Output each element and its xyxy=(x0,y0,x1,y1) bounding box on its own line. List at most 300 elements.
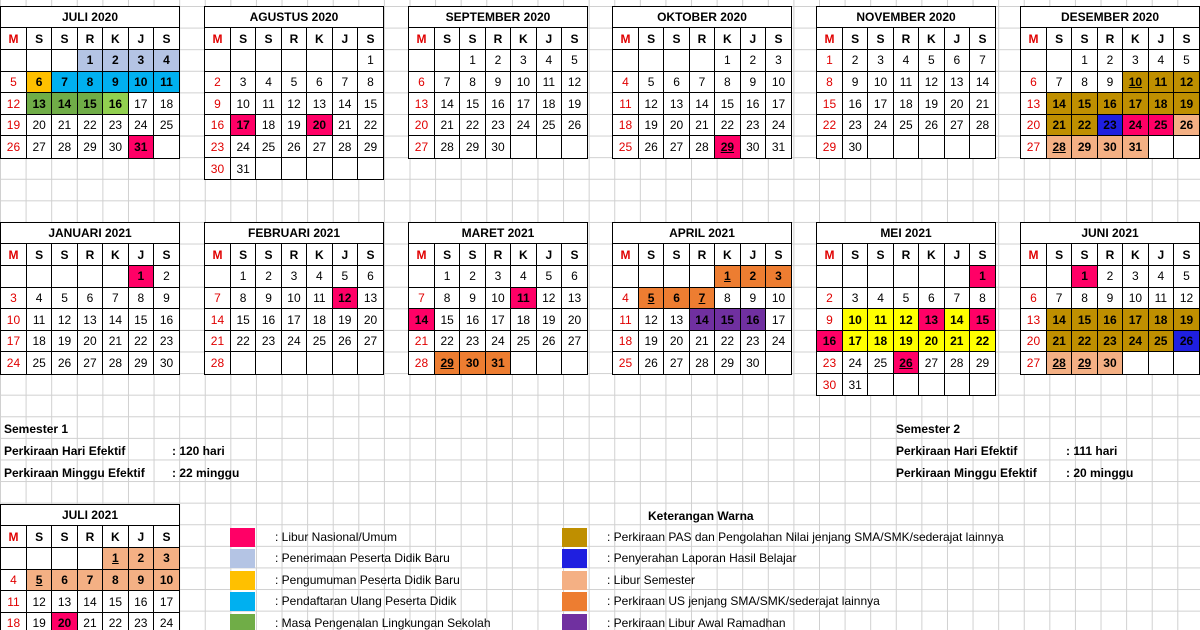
day-cell: 27 xyxy=(919,352,944,374)
day-cell xyxy=(613,50,638,72)
day-cell xyxy=(689,266,714,288)
month-title: MEI 2021 xyxy=(817,223,995,244)
weekday-header: K xyxy=(715,244,740,266)
day-cell: 26 xyxy=(1174,330,1199,352)
day-cell: 24 xyxy=(128,114,153,136)
day-cell: 18 xyxy=(613,114,638,136)
day-cell: 30 xyxy=(205,158,230,180)
weekday-header: S xyxy=(1072,28,1097,50)
day-cell: 1 xyxy=(230,266,255,288)
weekday-header: S xyxy=(26,28,51,50)
weekday-header: K xyxy=(103,526,128,548)
day-cell: 4 xyxy=(1148,266,1173,288)
day-cell: 22 xyxy=(103,612,128,630)
weekday-header: S xyxy=(460,244,485,266)
day-cell: 3 xyxy=(1123,50,1148,72)
day-cell xyxy=(332,158,357,180)
day-cell xyxy=(230,50,255,72)
week-row xyxy=(1,266,179,288)
day-cell: 25 xyxy=(26,352,51,374)
day-cell: 1 xyxy=(358,50,383,72)
day-cell: 2 xyxy=(103,50,128,72)
day-cell: 6 xyxy=(77,287,102,309)
day-cell: 12 xyxy=(536,287,561,309)
week-row xyxy=(613,309,791,331)
day-cell: 3 xyxy=(1,287,26,309)
legend-label: : Perkiraan PAS dan Pengolahan Nilai jenjang SMA/SMK/sederajat lainnya xyxy=(607,530,1004,544)
day-cell: 25 xyxy=(1148,330,1173,352)
day-cell: 27 xyxy=(307,136,332,158)
weekday-header: J xyxy=(536,28,561,50)
week-row xyxy=(205,266,383,288)
weekday-header: S xyxy=(1046,244,1071,266)
legend-label: : Masa Pengenalan Lingkungan Sekolah xyxy=(275,616,491,630)
day-cell: 23 xyxy=(103,114,128,136)
week-row xyxy=(1021,352,1199,374)
day-cell: 21 xyxy=(434,114,459,136)
day-cell: 14 xyxy=(1046,93,1071,115)
legend-item xyxy=(562,570,695,590)
day-cell: 19 xyxy=(562,93,587,115)
day-cell xyxy=(689,50,714,72)
week-row xyxy=(613,287,791,309)
semester1-minggu-value: : 22 minggu xyxy=(172,466,240,480)
day-cell: 16 xyxy=(154,309,179,331)
day-cell: 18 xyxy=(1148,93,1173,115)
day-cell: 15 xyxy=(103,591,128,613)
day-cell: 15 xyxy=(715,93,740,115)
day-cell: 5 xyxy=(281,71,306,93)
legend-swatch xyxy=(562,571,587,590)
day-cell: 30 xyxy=(103,136,128,158)
day-cell: 8 xyxy=(1072,71,1097,93)
day-cell: 23 xyxy=(154,330,179,352)
month-title: JULI 2020 xyxy=(1,7,179,28)
week-row xyxy=(1,136,179,158)
day-cell xyxy=(1148,352,1173,374)
day-cell xyxy=(664,50,689,72)
day-cell: 18 xyxy=(536,93,561,115)
day-cell: 20 xyxy=(562,309,587,331)
weekday-header: S xyxy=(52,28,77,50)
week-row xyxy=(613,93,791,115)
day-cell: 15 xyxy=(970,309,995,331)
day-cell: 16 xyxy=(103,93,128,115)
semester2-hari-label: Perkiraan Hari Efektif xyxy=(896,444,1018,458)
day-cell: 29 xyxy=(460,136,485,158)
weekday-header: R xyxy=(893,28,918,50)
month-calendar xyxy=(0,6,180,159)
day-cell: 6 xyxy=(919,287,944,309)
day-cell: 12 xyxy=(893,309,918,331)
week-row xyxy=(205,352,383,374)
month-calendar xyxy=(1020,6,1200,159)
month-title: JUNI 2021 xyxy=(1021,223,1199,244)
legend-swatch xyxy=(562,528,587,547)
day-cell: 20 xyxy=(1021,330,1046,352)
day-cell: 30 xyxy=(1097,136,1122,158)
day-cell: 6 xyxy=(1021,71,1046,93)
week-row xyxy=(1021,287,1199,309)
day-cell: 3 xyxy=(766,50,791,72)
day-cell: 18 xyxy=(868,330,893,352)
day-cell: 2 xyxy=(154,266,179,288)
day-cell: 21 xyxy=(205,330,230,352)
day-cell: 11 xyxy=(1148,71,1173,93)
day-cell: 29 xyxy=(817,136,842,158)
day-cell xyxy=(332,352,357,374)
legend-label: : Pengumuman Peserta Didik Baru xyxy=(275,573,460,587)
day-cell: 1 xyxy=(970,266,995,288)
weekday-header: J xyxy=(740,28,765,50)
day-cell xyxy=(664,266,689,288)
day-cell xyxy=(205,266,230,288)
day-cell: 11 xyxy=(1,591,26,613)
day-cell: 27 xyxy=(944,114,969,136)
month-title: JULI 2021 xyxy=(1,505,179,526)
day-cell: 14 xyxy=(77,591,102,613)
day-cell: 19 xyxy=(536,309,561,331)
day-cell: 12 xyxy=(52,309,77,331)
day-cell: 17 xyxy=(868,93,893,115)
day-cell: 31 xyxy=(842,374,867,396)
day-cell: 6 xyxy=(26,71,51,93)
day-cell: 10 xyxy=(511,71,536,93)
month-title: AGUSTUS 2020 xyxy=(205,7,383,28)
day-cell: 25 xyxy=(1148,114,1173,136)
weekday-header: S xyxy=(434,28,459,50)
day-cell: 26 xyxy=(1,136,26,158)
week-row xyxy=(1021,50,1199,72)
weekday-header: S xyxy=(256,244,281,266)
day-cell: 30 xyxy=(154,352,179,374)
weekday-header: R xyxy=(689,28,714,50)
day-cell: 20 xyxy=(944,93,969,115)
legend-label: : Libur Semester xyxy=(607,573,696,587)
day-cell: 26 xyxy=(332,330,357,352)
week-row xyxy=(1,114,179,136)
day-cell: 12 xyxy=(332,287,357,309)
weekday-header: K xyxy=(103,244,128,266)
day-cell xyxy=(281,158,306,180)
day-cell: 28 xyxy=(103,352,128,374)
week-row xyxy=(205,136,383,158)
weekday-header: R xyxy=(281,244,306,266)
day-cell: 10 xyxy=(281,287,306,309)
weekday-header: R xyxy=(689,244,714,266)
day-cell: 6 xyxy=(52,569,77,591)
weekday-header: J xyxy=(128,244,153,266)
day-cell xyxy=(154,136,179,158)
weekday-header: S xyxy=(842,28,867,50)
semester1-minggu-label: Perkiraan Minggu Efektif xyxy=(4,466,145,480)
day-cell: 26 xyxy=(536,330,561,352)
day-cell: 21 xyxy=(970,93,995,115)
month-title: SEPTEMBER 2020 xyxy=(409,7,587,28)
day-cell xyxy=(434,50,459,72)
day-cell: 1 xyxy=(715,266,740,288)
day-cell xyxy=(26,266,51,288)
day-cell: 17 xyxy=(1123,93,1148,115)
day-cell xyxy=(1123,352,1148,374)
day-cell: 17 xyxy=(766,309,791,331)
semester2-title: Semester 2 xyxy=(896,422,961,436)
day-cell: 13 xyxy=(52,591,77,613)
weekday-header: J xyxy=(536,244,561,266)
weekday-header: M xyxy=(613,28,638,50)
day-cell: 29 xyxy=(715,352,740,374)
weekday-header: K xyxy=(307,244,332,266)
day-cell: 16 xyxy=(1097,309,1122,331)
day-cell: 2 xyxy=(842,50,867,72)
day-cell: 20 xyxy=(1021,114,1046,136)
week-row xyxy=(409,352,587,374)
day-cell: 3 xyxy=(1123,266,1148,288)
day-cell xyxy=(409,266,434,288)
week-row xyxy=(409,266,587,288)
day-cell: 17 xyxy=(154,591,179,613)
day-cell: 5 xyxy=(562,50,587,72)
week-row xyxy=(1,287,179,309)
day-cell: 7 xyxy=(434,71,459,93)
day-cell xyxy=(562,136,587,158)
day-cell: 27 xyxy=(1021,136,1046,158)
day-cell: 15 xyxy=(715,309,740,331)
day-cell: 27 xyxy=(358,330,383,352)
day-cell xyxy=(536,136,561,158)
day-cell: 7 xyxy=(77,569,102,591)
day-cell: 11 xyxy=(26,309,51,331)
day-cell: 12 xyxy=(26,591,51,613)
day-cell: 26 xyxy=(638,136,663,158)
day-cell xyxy=(1174,136,1199,158)
month-title: MARET 2021 xyxy=(409,223,587,244)
legend-label: : Penerimaan Peserta Didik Baru xyxy=(275,551,450,565)
day-cell: 23 xyxy=(205,136,230,158)
day-cell: 15 xyxy=(1072,93,1097,115)
day-cell: 23 xyxy=(485,114,510,136)
day-cell: 12 xyxy=(638,309,663,331)
month-calendar xyxy=(0,222,180,375)
legend-label: : Penyerahan Laporan Hasil Belajar xyxy=(607,551,797,565)
weekday-header: R xyxy=(77,244,102,266)
day-cell: 28 xyxy=(689,352,714,374)
day-cell: 4 xyxy=(613,287,638,309)
weekday-header: S xyxy=(638,28,663,50)
day-cell: 3 xyxy=(485,266,510,288)
day-cell: 23 xyxy=(740,330,765,352)
day-cell: 14 xyxy=(970,71,995,93)
day-cell: 5 xyxy=(1174,50,1199,72)
day-cell: 23 xyxy=(740,114,765,136)
weekday-header: K xyxy=(1123,244,1148,266)
day-cell: 1 xyxy=(77,50,102,72)
day-cell: 21 xyxy=(1046,114,1071,136)
day-cell xyxy=(307,50,332,72)
month-calendar xyxy=(1020,222,1200,375)
day-cell: 9 xyxy=(154,287,179,309)
week-row xyxy=(817,374,995,396)
day-cell: 29 xyxy=(1072,136,1097,158)
day-cell: 22 xyxy=(77,114,102,136)
weekday-header: S xyxy=(664,244,689,266)
day-cell: 20 xyxy=(664,114,689,136)
week-row xyxy=(205,330,383,352)
month-calendar xyxy=(204,6,384,180)
day-cell: 7 xyxy=(970,50,995,72)
day-cell: 7 xyxy=(689,71,714,93)
week-row xyxy=(1,93,179,115)
day-cell xyxy=(52,50,77,72)
day-cell: 9 xyxy=(1097,287,1122,309)
day-cell: 17 xyxy=(511,93,536,115)
week-row xyxy=(817,93,995,115)
day-cell: 20 xyxy=(409,114,434,136)
day-cell xyxy=(613,266,638,288)
week-row xyxy=(1,548,179,570)
day-cell: 29 xyxy=(128,352,153,374)
day-cell: 28 xyxy=(1046,136,1071,158)
day-cell: 28 xyxy=(332,136,357,158)
day-cell: 17 xyxy=(1123,309,1148,331)
day-cell: 8 xyxy=(970,287,995,309)
day-cell: 29 xyxy=(970,352,995,374)
week-row xyxy=(817,309,995,331)
weekday-header: S xyxy=(52,526,77,548)
day-cell: 7 xyxy=(1046,71,1071,93)
month-calendar xyxy=(816,6,996,159)
day-cell: 16 xyxy=(460,309,485,331)
day-cell: 30 xyxy=(740,352,765,374)
day-cell: 10 xyxy=(766,71,791,93)
day-cell: 18 xyxy=(307,309,332,331)
day-cell: 10 xyxy=(230,93,255,115)
month-calendar xyxy=(408,222,588,375)
day-cell xyxy=(281,352,306,374)
day-cell: 20 xyxy=(77,330,102,352)
day-cell: 25 xyxy=(613,136,638,158)
day-cell: 26 xyxy=(52,352,77,374)
week-row xyxy=(613,50,791,72)
semester2-minggu-label: Perkiraan Minggu Efektif xyxy=(896,466,1037,480)
day-cell: 22 xyxy=(970,330,995,352)
semester1-hari-value: : 120 hari xyxy=(172,444,225,458)
day-cell: 15 xyxy=(1072,309,1097,331)
day-cell: 10 xyxy=(842,309,867,331)
month-title: DESEMBER 2020 xyxy=(1021,7,1199,28)
weekday-header: K xyxy=(715,28,740,50)
day-cell: 3 xyxy=(842,287,867,309)
day-cell: 6 xyxy=(562,266,587,288)
day-cell xyxy=(409,50,434,72)
day-cell: 13 xyxy=(1021,309,1046,331)
weekday-header: S xyxy=(434,244,459,266)
day-cell: 18 xyxy=(154,93,179,115)
day-cell: 19 xyxy=(1,114,26,136)
legend-item xyxy=(562,613,786,630)
day-cell xyxy=(103,266,128,288)
day-cell: 24 xyxy=(842,352,867,374)
day-cell xyxy=(511,136,536,158)
day-cell: 15 xyxy=(230,309,255,331)
day-cell: 6 xyxy=(1021,287,1046,309)
day-cell: 17 xyxy=(128,93,153,115)
day-cell xyxy=(77,548,102,570)
day-cell: 23 xyxy=(1097,114,1122,136)
day-cell: 4 xyxy=(256,71,281,93)
day-cell: 24 xyxy=(1,352,26,374)
day-cell: 15 xyxy=(817,93,842,115)
day-cell xyxy=(230,352,255,374)
weekday-header: S xyxy=(460,28,485,50)
day-cell: 5 xyxy=(919,50,944,72)
day-cell: 16 xyxy=(128,591,153,613)
day-cell: 15 xyxy=(77,93,102,115)
week-row xyxy=(409,50,587,72)
weekday-header: S xyxy=(970,28,995,50)
day-cell: 2 xyxy=(205,71,230,93)
day-cell: 20 xyxy=(26,114,51,136)
day-cell: 17 xyxy=(842,330,867,352)
day-cell: 3 xyxy=(766,266,791,288)
weekday-header: M xyxy=(1,526,26,548)
day-cell xyxy=(868,136,893,158)
semester1-title: Semester 1 xyxy=(4,422,69,436)
day-cell: 7 xyxy=(52,71,77,93)
day-cell: 10 xyxy=(766,287,791,309)
weekday-header: K xyxy=(511,28,536,50)
day-cell: 21 xyxy=(1046,330,1071,352)
day-cell: 19 xyxy=(332,309,357,331)
weekday-header: M xyxy=(409,28,434,50)
day-cell: 3 xyxy=(281,266,306,288)
day-cell: 22 xyxy=(128,330,153,352)
day-cell: 11 xyxy=(893,71,918,93)
day-cell: 2 xyxy=(1097,50,1122,72)
day-cell: 23 xyxy=(842,114,867,136)
day-cell: 8 xyxy=(128,287,153,309)
day-cell xyxy=(1021,50,1046,72)
day-cell: 29 xyxy=(1072,352,1097,374)
month-calendar xyxy=(204,222,384,375)
day-cell: 6 xyxy=(409,71,434,93)
week-row xyxy=(817,71,995,93)
day-cell: 6 xyxy=(307,71,332,93)
day-cell: 7 xyxy=(1046,287,1071,309)
day-cell: 1 xyxy=(103,548,128,570)
day-cell: 31 xyxy=(485,352,510,374)
legend-label: : Perkiraan US jenjang SMA/SMK/sederajat lainnya xyxy=(607,594,880,608)
day-cell: 13 xyxy=(562,287,587,309)
weekday-header: J xyxy=(740,244,765,266)
day-cell: 12 xyxy=(919,71,944,93)
month-calendar xyxy=(0,504,180,630)
day-cell: 6 xyxy=(358,266,383,288)
day-cell: 2 xyxy=(256,266,281,288)
week-row xyxy=(613,136,791,158)
day-cell: 28 xyxy=(205,352,230,374)
day-cell: 9 xyxy=(817,309,842,331)
day-cell: 24 xyxy=(1123,114,1148,136)
week-row xyxy=(409,93,587,115)
day-cell: 3 xyxy=(230,71,255,93)
day-cell xyxy=(281,50,306,72)
day-cell: 13 xyxy=(409,93,434,115)
day-cell: 28 xyxy=(434,136,459,158)
day-cell: 3 xyxy=(128,50,153,72)
day-cell: 4 xyxy=(536,50,561,72)
day-cell: 26 xyxy=(562,114,587,136)
